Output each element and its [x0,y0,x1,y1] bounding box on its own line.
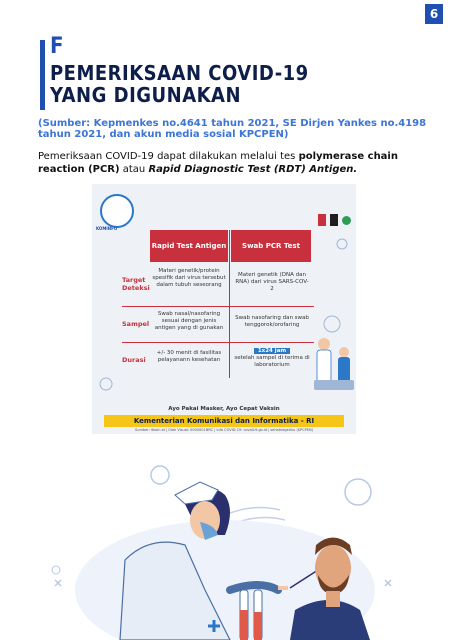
intro-text-1: Pemeriksaan COVID-19 dapat dilakukan melalui tes [38,151,299,162]
header-swab-pcr: Swab PCR Test [231,230,311,262]
kominfo-logo-text: KOMINFO [96,226,118,231]
row-label-target: Target Deteksi [122,276,150,292]
intro-bold-rdt: Rapid Diagnostic Test (RDT) Antigen. [148,164,358,175]
row-divider [122,306,314,307]
slogan: Ayo Pakai Masker, Ayo Cepat Vaksin [168,406,280,412]
duration-highlight: 1x24 jam [254,348,290,354]
cell-pcr-durasi [234,348,310,369]
row-label-sampel: Sampel [122,320,150,328]
comparison-infographic [92,184,356,434]
row-label-durasi: Durasi [122,356,146,364]
section-accent-bar [40,40,45,110]
section-letter: F [50,34,64,59]
swab-test-illustration [0,440,451,640]
virus-icon [52,566,60,574]
intro-text-2: atau [119,164,149,175]
ministry-icons [318,212,352,232]
infographic-decoration [92,184,356,434]
page-number-badge: 6 [425,4,443,24]
page-title [50,62,309,106]
cell-pcr-target: Materi genetik (DNA dan RNA) dari virus SARS-COV-2 [235,272,309,292]
cell-rapid-sampel: Swab nasal/nasofaring sesuai dengan jenis antigen yang di gunakan [154,311,224,331]
close-icon [385,580,391,586]
close-icon [55,580,61,586]
intro-paragraph [38,150,438,176]
cell-pcr-sampel: Swab nasofaring dan swab tenggorok/orofaring [235,315,309,328]
title-line-1: PEMERIKSAAN COVID-19 [50,61,309,85]
virus-icon [345,479,371,505]
kominfo-logo [100,194,134,228]
header-rapid-test: Rapid Test Antigen [150,230,228,262]
virus-icon [151,466,169,484]
infographic-credit: Sumber: itkoin.id | Olah Visual: 0000001NRC | Info COVID-19: covid19.go.id | sehatnegeriku (KPCPEN) [135,428,313,432]
cell-rapid-durasi: +/- 30 menit di fasilitas pelayanann kesehatan [156,350,222,363]
intro-bold-pcr: polymerase chain reaction (PCR) [38,151,398,175]
cell-rapid-target: Materi genetik/protein spesifik dari virus tersebut dalam tubuh seseorang [152,268,226,288]
title-line-2: YANG DIGUNAKAN [50,83,242,107]
column-divider [229,230,230,378]
cell-pcr-durasi-text: setelah sampel di terima di laboratorium [234,355,310,368]
ministry-banner: Kementerian Komunikasi dan Informatika - RI [104,415,344,427]
source-note: (Sumber: Kepmenkes no.4641 tahun 2021, SE Dirjen Yankes no.4198 tahun 2021, dan akun media sosial KPCPEN) [38,118,427,140]
row-divider [122,342,314,343]
